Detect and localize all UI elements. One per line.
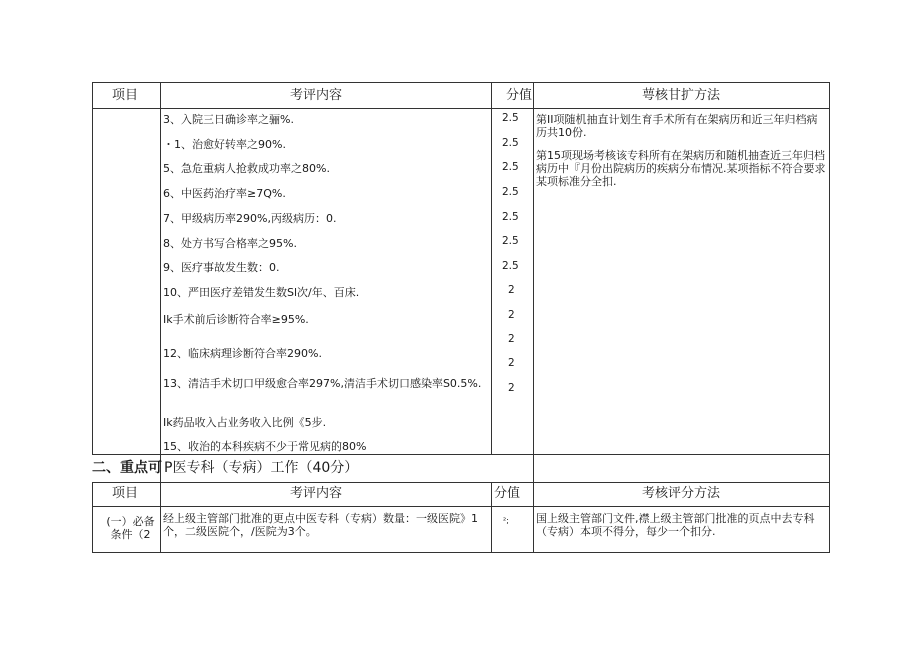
table1-row-content: 6、中医药治疗率≥7Q%. bbox=[163, 187, 286, 200]
table1-row-content: 12、临床病理诊断符合率290%. bbox=[163, 347, 322, 360]
table1-row-score: 2.5 bbox=[502, 260, 519, 272]
table1-col-border-right bbox=[829, 82, 830, 482]
table2-col-border-left bbox=[92, 482, 93, 553]
table1-row-content: 5、急危重病人抢救成功率之80%. bbox=[163, 162, 330, 175]
table1-col-border-left bbox=[92, 82, 93, 454]
table2-bottom-border bbox=[92, 552, 830, 553]
table1-row-content: 10、严田医疗差错发生数Sl次/年、百床. bbox=[163, 286, 360, 299]
table2-row-method: 国上级主管部门文件,襟上级主管部门批准的页点中去专科（专病）本项不得分，每少一个扣分. bbox=[536, 512, 815, 538]
table1-method-paragraph: 第15项现场考核该专科所有在架病历和随机抽查近三年归档病历中『月份出院病历的疾病分布情况.某项指标不符合要求某项标准分全扣. bbox=[536, 149, 826, 188]
table2-col-border-content bbox=[491, 482, 492, 553]
table1-row-content: ・1、治愈好转率之90%. bbox=[163, 138, 286, 151]
table2-row-score: ²; bbox=[503, 516, 509, 525]
table1-row-content: Ik药品收入占业务收入比例《5步. bbox=[163, 416, 327, 429]
table1-col-border-score bbox=[533, 82, 534, 482]
table2-header-method: 考核评分方法 bbox=[642, 486, 721, 501]
table1-row-score: 2 bbox=[508, 284, 515, 296]
table1-col-border-item bbox=[160, 82, 161, 482]
table1-header-item: 项目 bbox=[112, 88, 139, 103]
table2-col-border-right bbox=[829, 482, 830, 553]
table1-row-score: 2 bbox=[508, 333, 515, 345]
table1-header-content: 考评内容 bbox=[290, 88, 343, 103]
table2-header-divider bbox=[92, 506, 830, 507]
table1-header-score: 分值 bbox=[506, 88, 533, 103]
table2-col-border-score bbox=[533, 482, 534, 553]
table1-row-score: 2.5 bbox=[502, 112, 519, 124]
table1-row-content: 9、医疗事故发生数：0. bbox=[163, 261, 280, 274]
table1-top-border bbox=[92, 82, 830, 83]
table1-row-content: Ik手术前后诊断符合率≥95%. bbox=[163, 313, 309, 326]
section-title: P医专科（专病）工作（40分） bbox=[164, 460, 359, 476]
table2-col-border-item bbox=[160, 482, 161, 553]
table1-row-content: 3、入院三日确诊率之骊%. bbox=[163, 113, 294, 126]
table1-bottom-border bbox=[92, 454, 830, 455]
table2-row-content: 经上级主管部门批准的更点中医专科（专病）数量：一级医院》1个，二级医院个，/医院为3个。 bbox=[163, 512, 478, 538]
table1-row-score: 2 bbox=[508, 382, 515, 394]
table1-row-content: 7、甲级病历率290%,丙级病历：0. bbox=[163, 212, 337, 225]
table2-header-item: 项目 bbox=[112, 486, 139, 501]
table1-method-paragraph: 第II项随机抽直计划生育手术所有在架病历和近三年归档病历共10份. bbox=[536, 113, 818, 139]
table1-row-score: 2.5 bbox=[502, 211, 519, 223]
table1-row-score: 2 bbox=[508, 309, 515, 321]
table2-top-border bbox=[92, 482, 830, 483]
table2-header-score: 分值 bbox=[494, 486, 521, 501]
table2-row-item: (一）必备条件（2 bbox=[106, 515, 155, 541]
table1-row-score: 2.5 bbox=[502, 186, 519, 198]
table2-header-content: 考评内容 bbox=[290, 486, 343, 501]
table1-row-content: 13、清洁手术切口甲级愈合率297%,清洁手术切口感染率S0.5%. bbox=[163, 377, 482, 390]
section-number: 二、重点可 bbox=[92, 460, 162, 476]
table1-row-score: 2.5 bbox=[502, 161, 519, 173]
table1-col-border-content bbox=[491, 82, 492, 454]
table1-row-content: 8、处方书写合格率之95%. bbox=[163, 237, 297, 250]
table1-row-score: 2 bbox=[508, 357, 515, 369]
table1-row-score: 2.5 bbox=[502, 137, 519, 149]
table1-row-content: 15、收治的本科疾病不少于常见病的80% bbox=[163, 440, 367, 453]
table1-header-divider bbox=[92, 108, 830, 109]
table1-row-score: 2.5 bbox=[502, 235, 519, 247]
table1-header-method: 萼核甘扩方法 bbox=[642, 88, 721, 103]
